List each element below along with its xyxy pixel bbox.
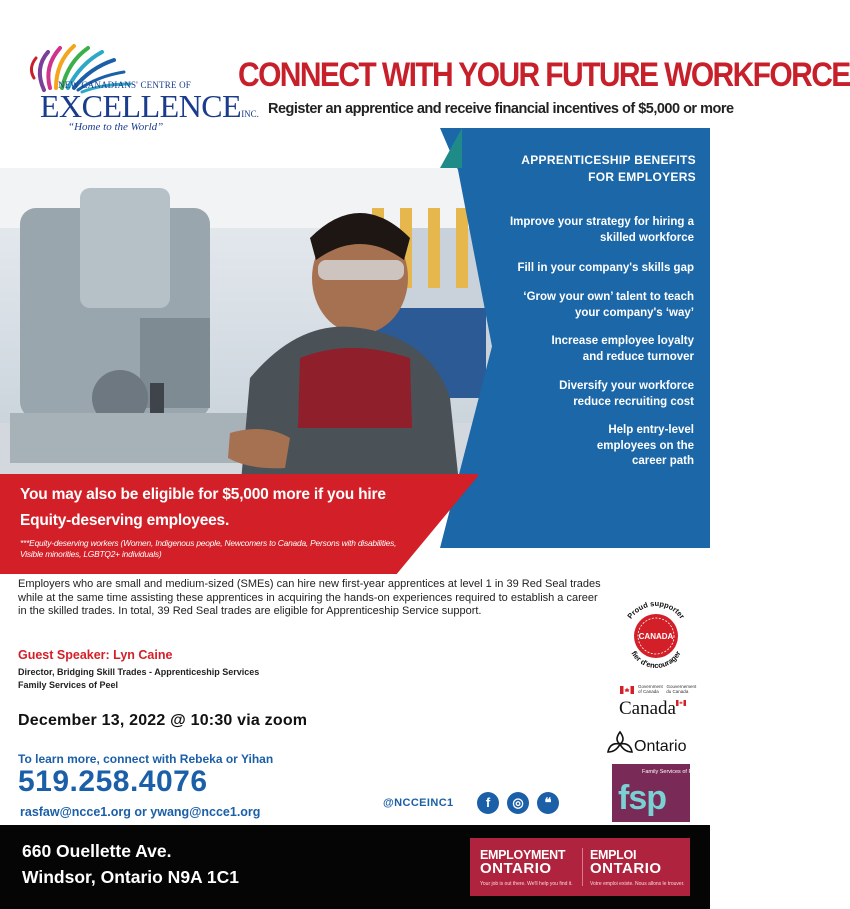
program-description: Employers who are small and medium-sized (SMEs) can hire new first-year apprentices at level 1 in 39 Red Seal trades while at the same time assisting these apprentices in acquiring the hands-on experiences required to establish a career in the skilled trades. In total, 39 Red Seal trades are eligible for Apprenticeship Service support. <box>18 578 601 618</box>
benefit-item <box>464 379 694 410</box>
gov-fr-line2: du Canada <box>666 689 689 694</box>
facebook-icon[interactable]: f <box>477 792 499 814</box>
seal-bottom-text: fier d'encourager <box>629 649 683 671</box>
benefits-title-line2: FOR EMPLOYERS <box>588 170 696 184</box>
benefit-line: Fill in your company's skills gap <box>517 262 694 274</box>
gov-fr-line1: Gouvernement <box>666 684 697 689</box>
benefit-line: your company's ‘way’ <box>574 306 694 319</box>
family-services-of-peel-logo <box>612 764 700 822</box>
social-handle: @NCCEINC1 <box>383 797 454 809</box>
seal-top-text: Proud supporter <box>625 598 687 621</box>
benefit-item <box>464 261 694 277</box>
supporter-seal-icon <box>616 596 696 676</box>
eo-english <box>480 848 565 876</box>
benefit-item <box>464 215 694 246</box>
canada-wordmark-flag-icon <box>676 700 686 706</box>
address-line1: 660 Ouellette Ave. <box>22 841 172 861</box>
speaker-organization: Family Services of Peel <box>18 680 119 690</box>
fsp-wordmark: fsp <box>618 779 666 817</box>
eo-fr-line2: ONTARIO <box>590 860 662 877</box>
apprentice-photo <box>0 168 520 493</box>
banner-line1: You may also be eligible for $5,000 more if you hire <box>20 486 386 503</box>
gov-en-line1: Government <box>638 684 663 689</box>
banner-footnote: ***Equity-deserving workers (Women, Indigenous people, Newcomers to Canada, Persons with disabilities, Visible minorities, LGBTQ2+ individuals) <box>20 538 397 559</box>
banner-line2: Equity-deserving employees. <box>20 512 230 529</box>
logo-inc: INC. <box>241 109 259 119</box>
canada-flag-icon <box>620 686 634 694</box>
guest-speaker: Guest Speaker: Lyn Caine <box>18 648 173 662</box>
gov-small-text <box>638 684 696 694</box>
eo-en-line2: ONTARIO <box>480 860 552 877</box>
employment-ontario-logo <box>470 838 690 896</box>
benefit-line: employees on the <box>596 439 694 452</box>
benefits-title-line1: APPRENTICESHIP BENEFITS <box>521 153 696 167</box>
seal-center-text: CANADA <box>638 632 674 641</box>
benefit-item <box>464 423 694 470</box>
gov-en-line2: of Canada <box>638 689 659 694</box>
canada-wordmark: Canada <box>619 698 676 719</box>
learn-more-text: To learn more, connect with Rebeka or Yihan <box>18 752 274 766</box>
logo-name-small: NEW CANADIANS' CENTRE OF <box>58 80 192 90</box>
benefit-line: and reduce turnover <box>582 350 694 363</box>
event-date: December 13, 2022 @ 10:30 via zoom <box>18 712 308 729</box>
speaker-role <box>18 666 259 692</box>
benefit-line: career path <box>631 455 694 467</box>
workshop-illustration <box>0 168 520 493</box>
logo-tagline: “Home to the World” <box>68 121 164 133</box>
ontario-wordmark: Ontario <box>634 738 687 755</box>
eo-tagline-en: Your job is out there. We'll help you find it. <box>480 881 573 887</box>
eo-en-line1: EMPLOYMENT <box>480 848 566 862</box>
fsp-small-text: Family Services of Peel <box>642 769 700 775</box>
benefit-line: Help entry-level <box>608 424 694 436</box>
eo-tagline-fr: Votre emploi existe. Nous allons le trouver. <box>590 881 685 887</box>
trillium-icon <box>606 728 634 758</box>
benefit-line: ‘Grow your own’ talent to teach <box>523 291 694 303</box>
benefit-line: Diversify your workforce <box>559 380 694 392</box>
eo-divider <box>582 848 583 886</box>
benefit-line: reduce recruiting cost <box>573 395 694 408</box>
ontario-logo <box>606 726 696 758</box>
logo-excellence: EXCELLENCE <box>40 88 242 124</box>
address-line2: Windsor, Ontario N9A 1C1 <box>22 867 240 887</box>
benefit-item <box>464 334 694 365</box>
logo-name-big <box>40 88 259 125</box>
phone-number[interactable]: 519.258.4076 <box>18 765 208 798</box>
instagram-icon[interactable]: ◎ <box>507 792 529 814</box>
government-of-canada-logo <box>614 684 697 722</box>
contact-emails[interactable]: rasfaw@ncce1.org or ywang@ncce1.org <box>20 805 261 819</box>
benefits-title <box>470 152 696 186</box>
benefit-line: Increase employee loyalty <box>551 335 694 347</box>
headline: CONNECT WITH YOUR FUTURE WORKFORCE <box>238 56 850 94</box>
benefit-line: Improve your strategy for hiring a <box>509 216 694 228</box>
subheadline: Register an apprentice and receive financial incentives of $5,000 or more <box>268 101 734 117</box>
ncce-logo <box>18 38 259 138</box>
benefit-line: skilled workforce <box>600 231 694 244</box>
eo-french <box>590 848 662 876</box>
twitter-icon[interactable]: ❝ <box>537 792 559 814</box>
benefit-item <box>464 290 694 321</box>
speaker-title: Director, Bridging Skill Trades - Apprenticeship Services <box>18 667 260 677</box>
eo-fr-line1: EMPLOI <box>590 848 637 862</box>
proud-supporter-seal <box>616 596 696 676</box>
